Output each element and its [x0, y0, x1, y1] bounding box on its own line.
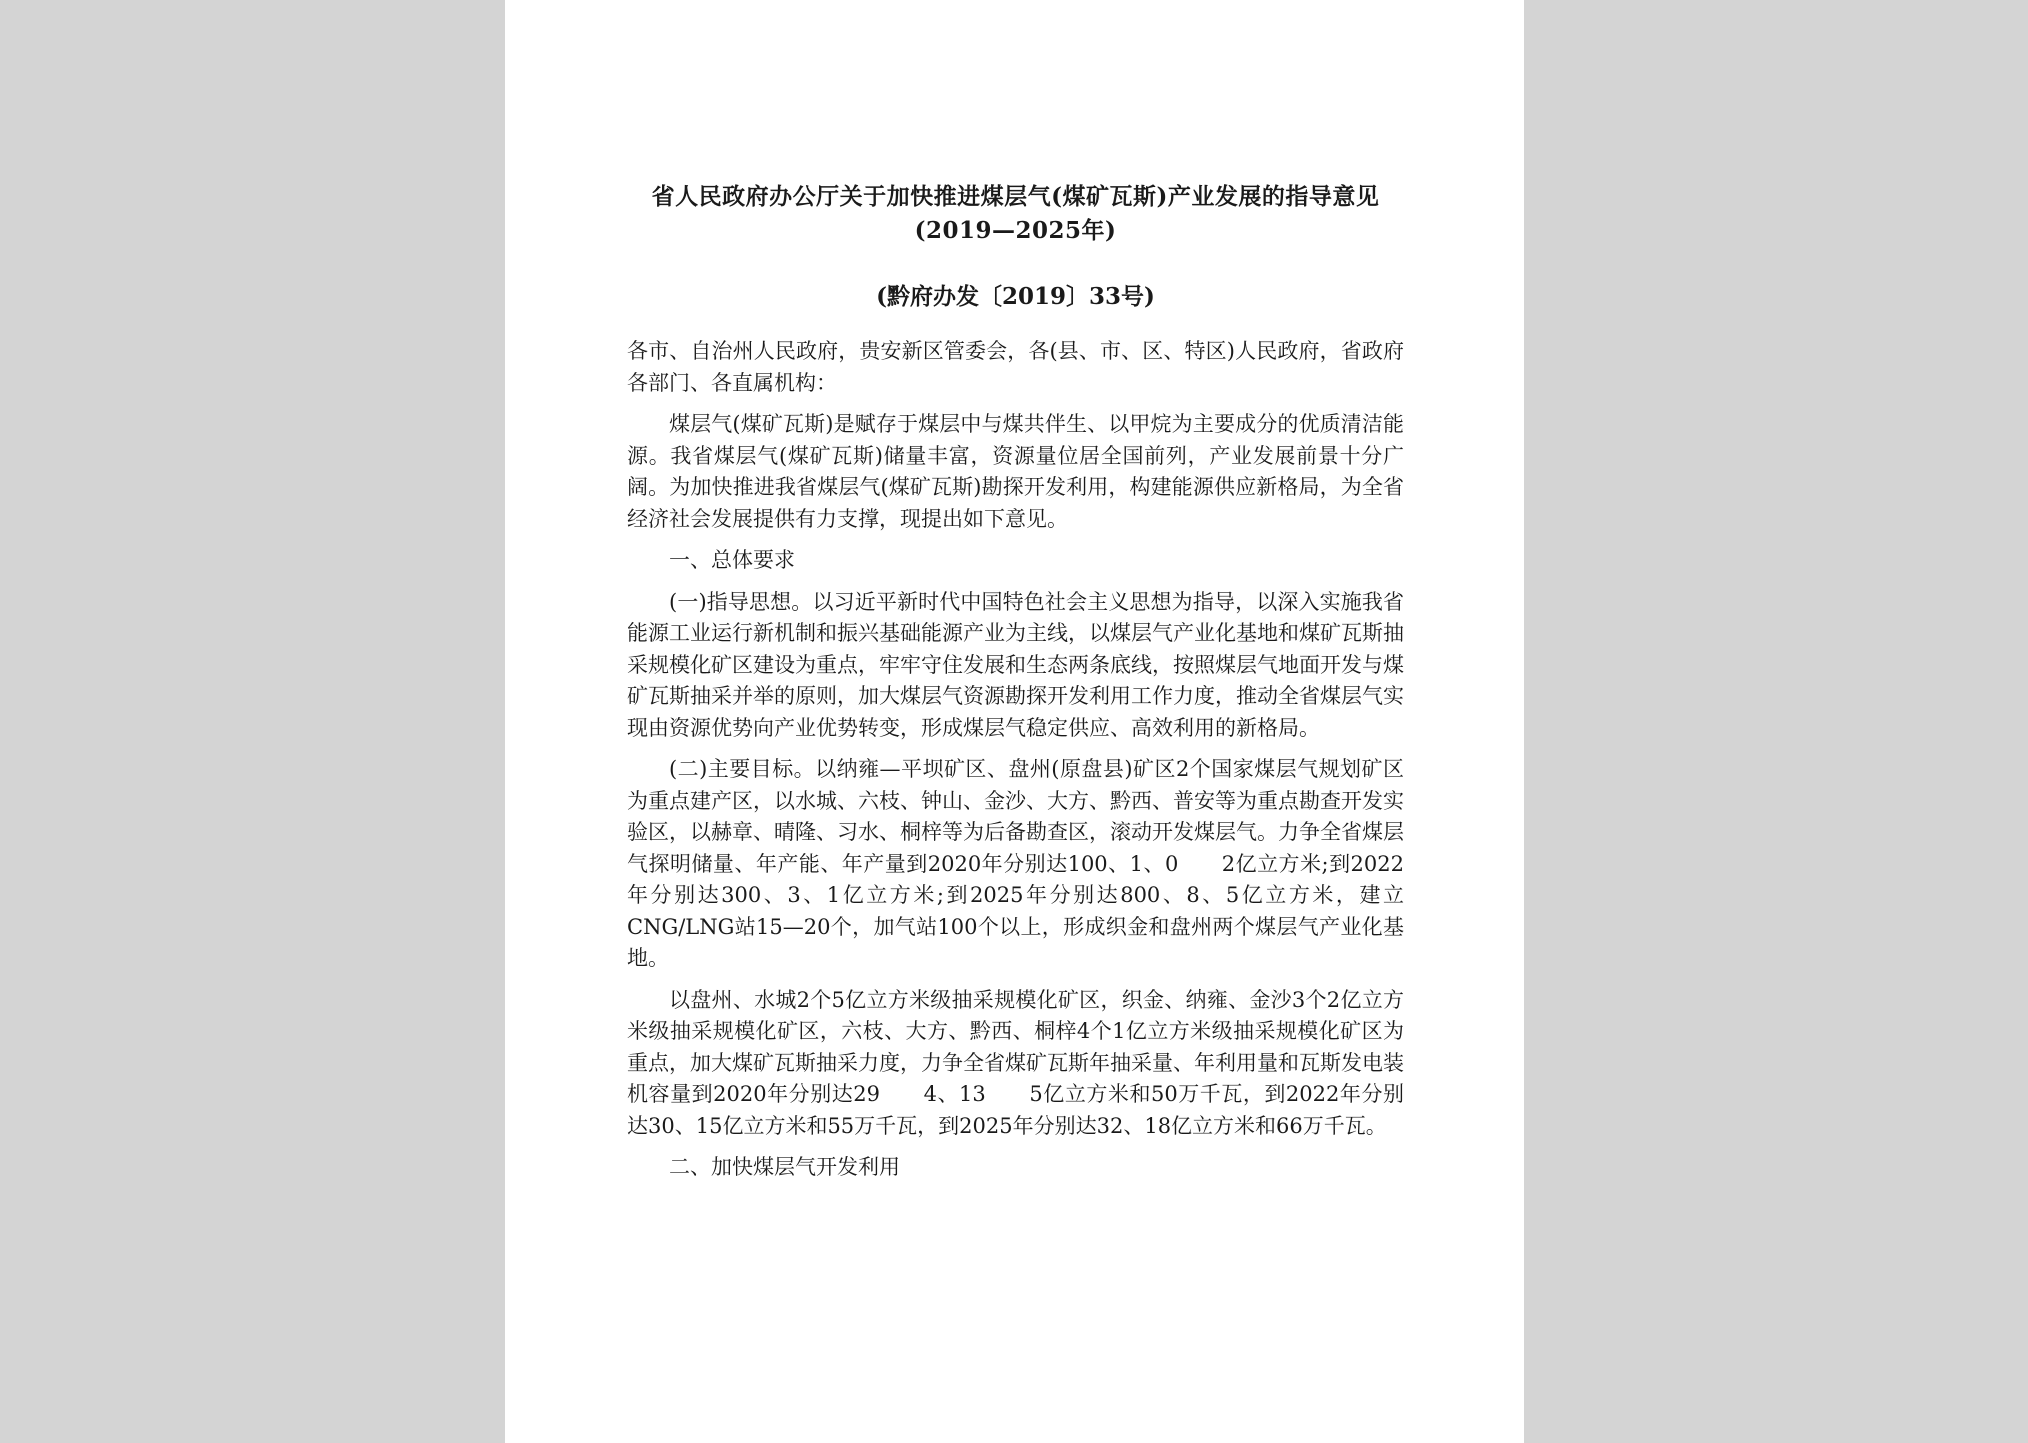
section-heading-general-requirements: 一、总体要求 [669, 548, 795, 572]
paragraph-guiding-ideology: (一)指导思想。以习近平新时代中国特色社会主义思想为指导，以深入实施我省能源工业运行新机制和振兴基础能源产业为主线，以煤层气产业化基地和煤矿瓦斯抽采规模化矿区建设为重点，牢牢守住发展和生态两条底线，按照煤层气地面开发与煤矿瓦斯抽采并举的原则，加大煤层气资源勘探开发利用工作力度，推动全省煤层气实现由资源优势向产业优势转变，形成煤层气稳定供应、高效利用的新格局。 [627, 589, 1404, 740]
salutation: 各市、自治州人民政府，贵安新区管委会，各(县、市、区、特区)人民政府，省政府各部门、各直属机构： [627, 339, 1404, 395]
document-page [505, 0, 1524, 1443]
intro-paragraph: 煤层气(煤矿瓦斯)是赋存于煤层中与煤共伴生、以甲烷为主要成分的优质清洁能源。我省煤层气(煤矿瓦斯)储量丰富，资源量位居全国前列，产业发展前景十分广阔。为加快推进我省煤层气(煤矿瓦斯)勘探开发利用，构建能源供应新格局，为全省经济社会发展提供有力支撑，现提出如下意见。 [627, 412, 1404, 531]
paragraph-main-targets: (二)主要目标。以纳雍—平坝矿区、盘州(原盘县)矿区2个国家煤层气规划矿区为重点建产区，以水城、六枝、钟山、金沙、大方、黔西、普安等为重点勘查开发实验区，以赫章、晴隆、习水、桐梓等为后备勘查区，滚动开发煤层气。力争全省煤层气探明储量、年产能、年产量到2020年分别达100、1、0 2亿立方米;到2022年分别达300、3、1亿立方米;到2025年分别达800、8、5亿立方米，建立CNG/LNG站15—20个，加气站100个以上，形成织金和盘州两个煤层气产业化基地。 [627, 757, 1404, 970]
document-title: 省人民政府办公厅关于加快推进煤层气(煤矿瓦斯)产业发展的指导意见(2019—2025年) [651, 183, 1380, 244]
page-content [627, 180, 1404, 1194]
section-heading-cbm-development: 二、加快煤层气开发利用 [669, 1155, 900, 1179]
document-number: (黔府办发〔2019〕33号) [876, 283, 1155, 310]
paragraph-mine-gas-targets: 以盘州、水城2个5亿立方米级抽采规模化矿区，织金、纳雍、金沙3个2亿立方米级抽采规模化矿区，六枝、大方、黔西、桐梓4个1亿立方米级抽采规模化矿区为重点，加大煤矿瓦斯抽采力度，力争全省煤矿瓦斯年抽采量、年利用量和瓦斯发电装机容量到2020年分别达29 4、13 5亿立方米和50万千瓦，到2022年分别达30、15亿立方米和55万千瓦，到2025年分别达32、18亿立方米和66万千瓦。 [627, 987, 1404, 1138]
